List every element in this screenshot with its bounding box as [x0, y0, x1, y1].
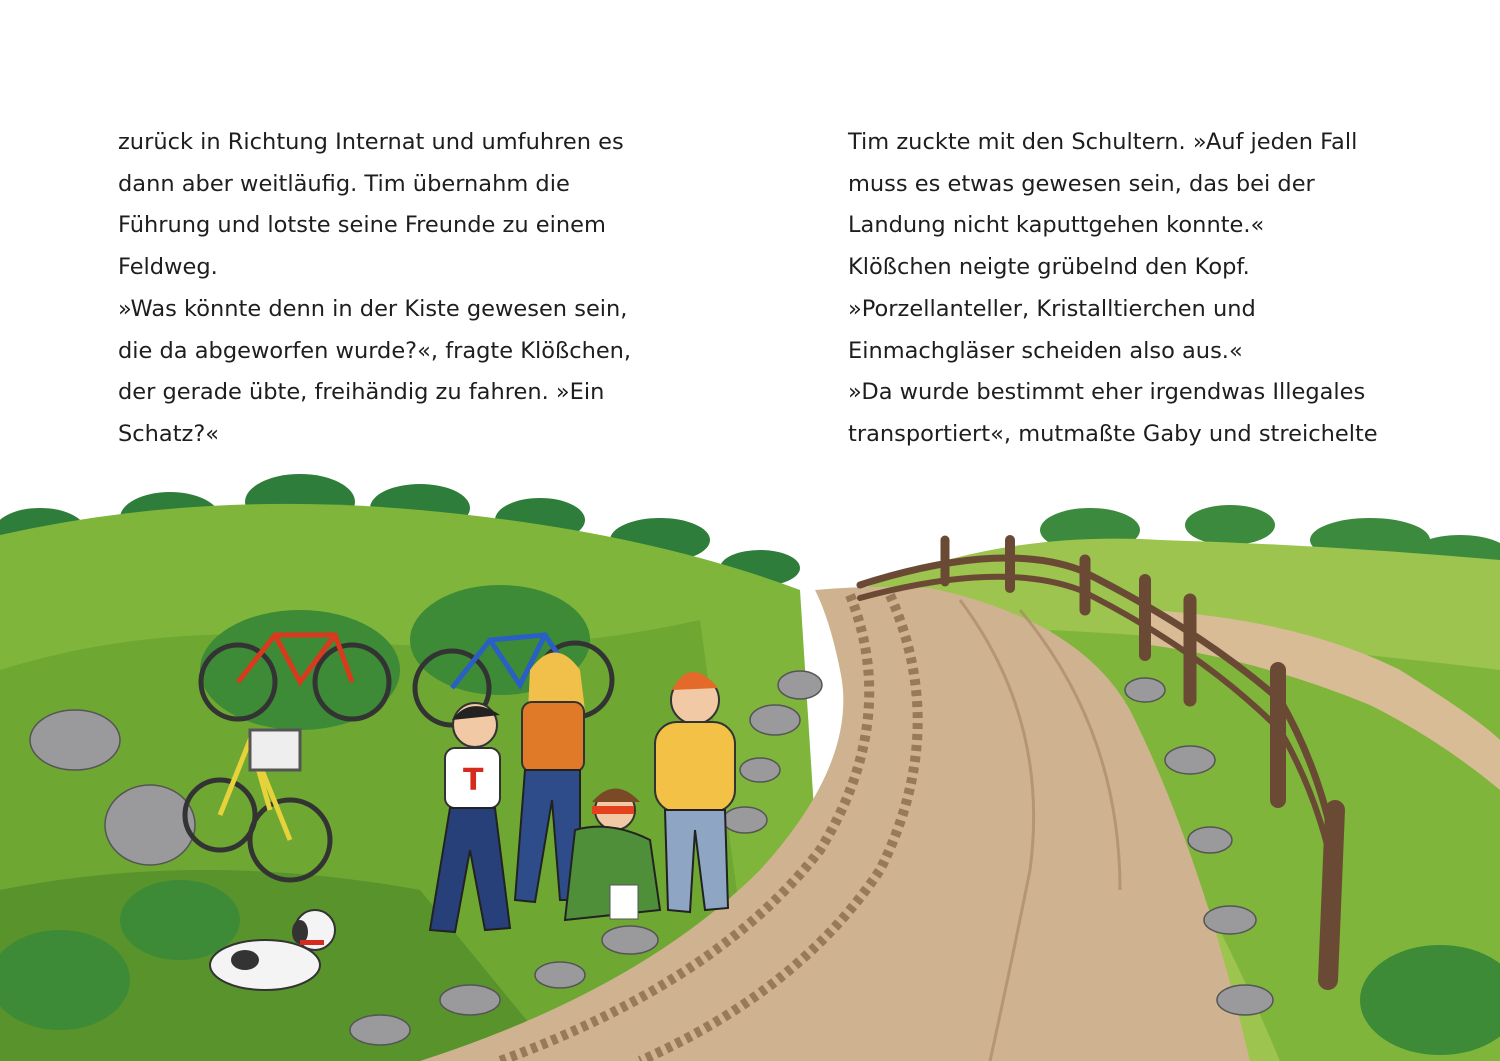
right-text-column — [848, 122, 1448, 456]
text-line: zurück in Richtung Internat und umfuhren es — [118, 129, 624, 155]
text-line: »Porzellanteller, Kristalltierchen und — [848, 295, 1256, 322]
text-line: Einmachgläser scheiden also aus.« — [848, 337, 1243, 364]
text-line: die da abgeworfen wurde?«, fragte Klößchen, — [118, 337, 632, 364]
text-line: Führung und lotste seine Freunde zu einem — [118, 212, 606, 239]
text-line: Klößchen neigte grübelnd den Kopf. — [848, 254, 1250, 281]
bike-basket — [250, 730, 300, 770]
text-line: Tim zuckte mit den Schultern. »Auf jeden Fall — [848, 129, 1358, 155]
illustration — [0, 470, 1500, 1061]
text-line: dann aber weitläufig. Tim übernahm die — [118, 170, 570, 197]
text-line: der gerade übte, freihändig zu fahren. »Ein — [118, 379, 605, 406]
text-line: »Was könnte denn in der Kiste gewesen sein, — [118, 295, 628, 322]
text-line: muss es etwas gewesen sein, das bei der — [848, 170, 1315, 197]
text-line: transportiert«, mutmaßte Gaby und streichelte — [848, 420, 1378, 447]
text-line: Feldweg. — [118, 254, 218, 281]
shirt-letter: T — [463, 763, 484, 798]
field-path-scene — [0, 470, 1500, 1061]
text-line: »Da wurde bestimmt eher irgendwas Illegales — [848, 379, 1366, 406]
text-line: Landung nicht kaputtgehen konnte.« — [848, 212, 1265, 239]
left-text-column — [118, 122, 678, 456]
text-line: Schatz?« — [118, 420, 220, 447]
